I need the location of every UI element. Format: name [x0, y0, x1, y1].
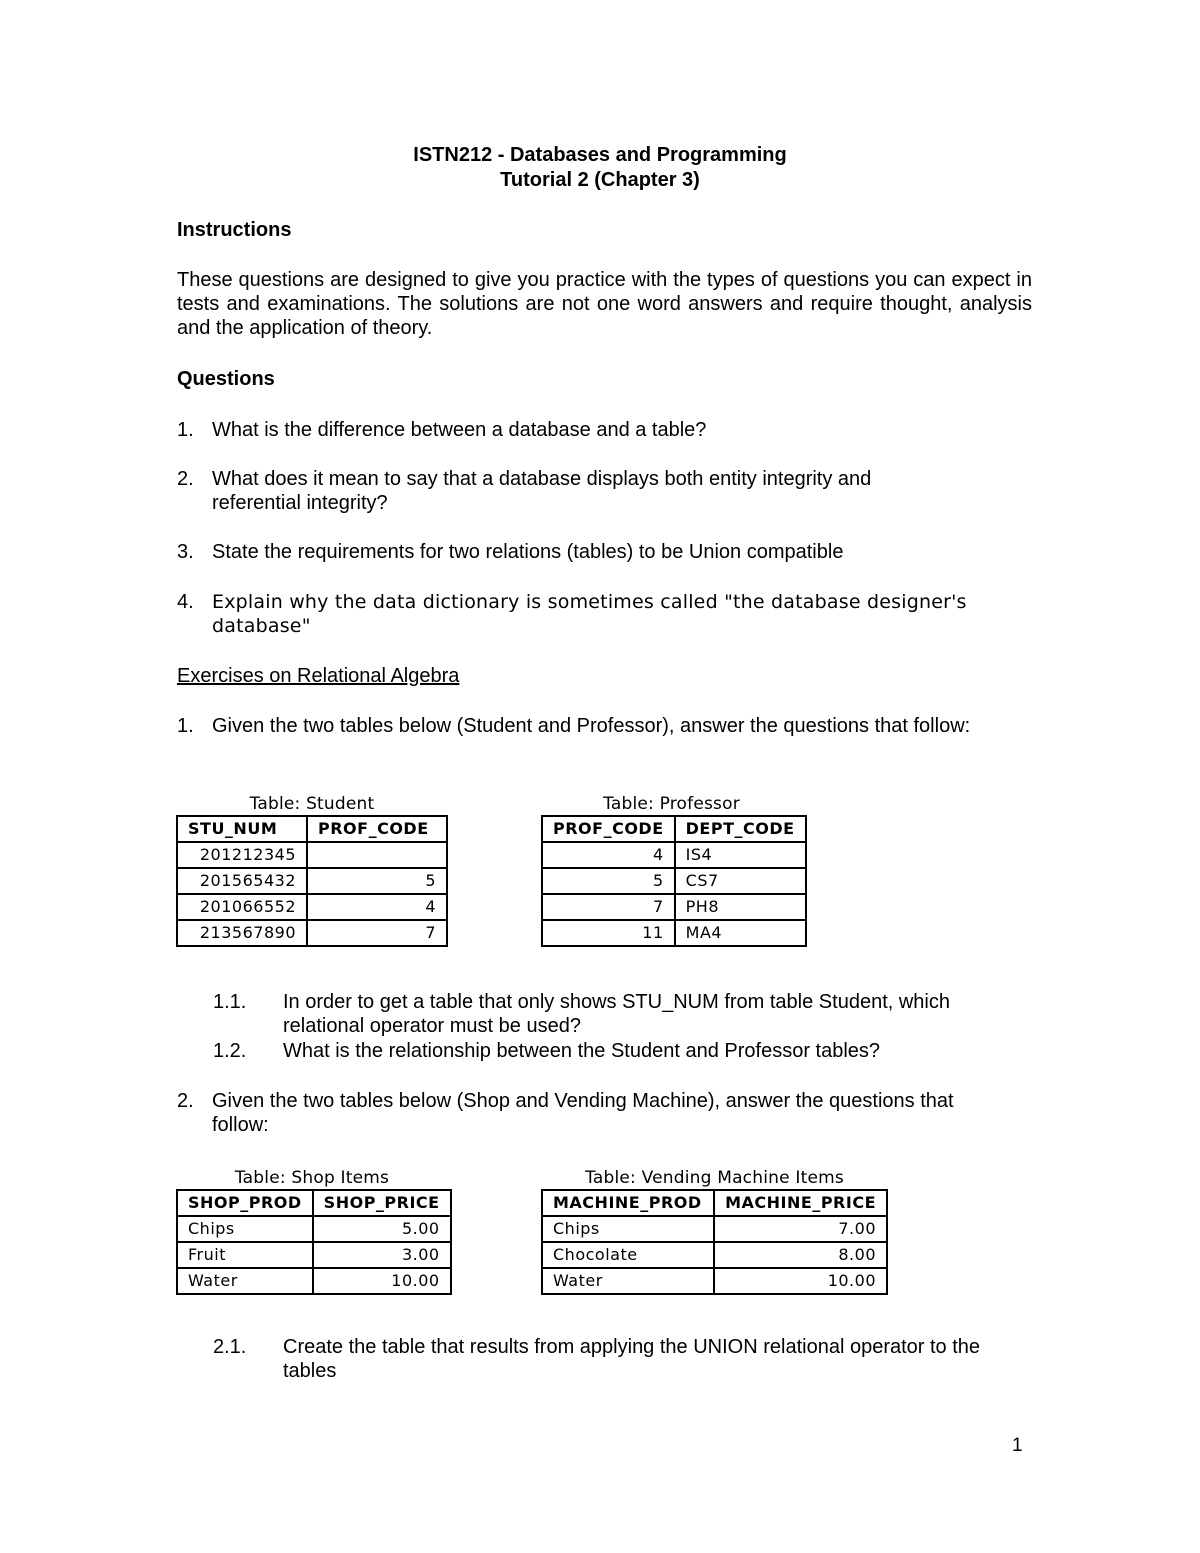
- column-header: STU_NUM: [177, 816, 307, 842]
- table-cell: 5: [542, 868, 675, 894]
- question-number: 1.: [177, 419, 194, 441]
- instructions-body: These questions are designed to give you practice with the types of questions you can expect in tests and examinations. The solutions are not one word answers and require thought, analysis and the application of theory.: [177, 269, 1032, 339]
- student-table-caption: Table: Student: [249, 794, 375, 814]
- shop-table-caption: Table: Shop Items: [234, 1168, 390, 1188]
- table-cell: 7.00: [714, 1216, 887, 1242]
- table-cell: 5: [307, 868, 447, 894]
- table-cell: 3.00: [313, 1242, 451, 1268]
- table-row: [542, 1216, 887, 1242]
- column-header: PROF_CODE: [307, 816, 447, 842]
- professor-table: [541, 815, 807, 947]
- exercises-heading: Exercises on Relational Algebra: [177, 665, 460, 687]
- exercise-number: 2.: [177, 1090, 194, 1112]
- question-number: 4.: [177, 591, 194, 613]
- sub-question-number: 1.1.: [213, 991, 247, 1013]
- table-cell: 201212345: [177, 842, 307, 868]
- table-row: [177, 1268, 451, 1294]
- table-row: [177, 894, 447, 920]
- table-header-row: [177, 816, 447, 842]
- professor-table-caption: Table: Professor: [603, 794, 740, 814]
- column-header: DEPT_CODE: [675, 816, 806, 842]
- question-number: 2.: [177, 468, 194, 490]
- instructions-heading: Instructions: [177, 219, 292, 241]
- document-title: ISTN212 - Databases and Programming: [413, 144, 787, 166]
- shop-table: [176, 1189, 452, 1295]
- sub-question-number: 2.1.: [213, 1336, 247, 1358]
- table-cell: IS4: [675, 842, 806, 868]
- table-cell: Chocolate: [542, 1242, 714, 1268]
- document-subtitle: Tutorial 2 (Chapter 3): [500, 169, 700, 191]
- table-header-row: [542, 1190, 887, 1216]
- question-text: Explain why the data dictionary is sometimes called "the database designer's database": [212, 591, 967, 637]
- table-cell: 201565432: [177, 868, 307, 894]
- table-header-row: [542, 816, 806, 842]
- table-row: [177, 1216, 451, 1242]
- machine-table-caption: Table: Vending Machine Items: [585, 1168, 844, 1188]
- table-cell: [307, 842, 447, 868]
- exercise-number: 1.: [177, 715, 194, 737]
- question-text: What is the difference between a database and a table?: [212, 419, 707, 441]
- page-number: 1: [1012, 1435, 1023, 1456]
- exercise-text: Given the two tables below (Shop and Vending Machine), answer the questions that follow:: [212, 1090, 954, 1136]
- table-cell: Chips: [177, 1216, 313, 1242]
- question-text: State the requirements for two relations (tables) to be Union compatible: [212, 541, 844, 563]
- table-cell: 4: [542, 842, 675, 868]
- questions-heading: Questions: [177, 368, 275, 390]
- table-cell: MA4: [675, 920, 806, 946]
- table-cell: 213567890: [177, 920, 307, 946]
- table-row: [542, 920, 806, 946]
- table-header-row: [177, 1190, 451, 1216]
- table-cell: Water: [542, 1268, 714, 1294]
- table-row: [542, 868, 806, 894]
- table-cell: Chips: [542, 1216, 714, 1242]
- sub-question-number: 1.2.: [213, 1040, 247, 1062]
- sub-question-text: What is the relationship between the Student and Professor tables?: [283, 1040, 881, 1062]
- table-row: [542, 1242, 887, 1268]
- student-table: [176, 815, 448, 947]
- table-cell: 11: [542, 920, 675, 946]
- sub-question-text: In order to get a table that only shows STU_NUM from table Student, which relational operator must be used?: [283, 991, 950, 1037]
- column-header: MACHINE_PROD: [542, 1190, 714, 1216]
- table-cell: Water: [177, 1268, 313, 1294]
- table-cell: 201066552: [177, 894, 307, 920]
- table-row: [177, 1242, 451, 1268]
- table-row: [177, 920, 447, 946]
- column-header: MACHINE_PRICE: [714, 1190, 887, 1216]
- machine-table: [541, 1189, 888, 1295]
- table-cell: CS7: [675, 868, 806, 894]
- question-number: 3.: [177, 541, 194, 563]
- table-cell: Fruit: [177, 1242, 313, 1268]
- column-header: SHOP_PROD: [177, 1190, 313, 1216]
- table-cell: 5.00: [313, 1216, 451, 1242]
- table-row: [542, 842, 806, 868]
- table-cell: 10.00: [313, 1268, 451, 1294]
- table-cell: 7: [307, 920, 447, 946]
- table-row: [177, 842, 447, 868]
- sub-question-text: Create the table that results from applying the UNION relational operator to the tables: [283, 1336, 981, 1382]
- table-row: [542, 1268, 887, 1294]
- table-cell: PH8: [675, 894, 806, 920]
- table-cell: 10.00: [714, 1268, 887, 1294]
- table-row: [177, 868, 447, 894]
- question-text: What does it mean to say that a database displays both entity integrity and referential integrity?: [212, 468, 872, 514]
- exercise-text: Given the two tables below (Student and Professor), answer the questions that follow:: [212, 715, 971, 737]
- table-cell: 7: [542, 894, 675, 920]
- column-header: SHOP_PRICE: [313, 1190, 451, 1216]
- table-cell: 4: [307, 894, 447, 920]
- column-header: PROF_CODE: [542, 816, 675, 842]
- table-cell: 8.00: [714, 1242, 887, 1268]
- table-row: [542, 894, 806, 920]
